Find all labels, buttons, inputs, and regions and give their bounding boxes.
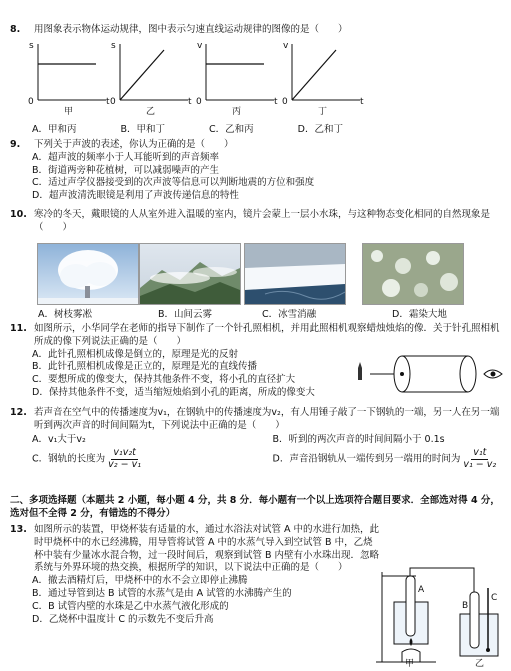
photo-frost-ground bbox=[362, 243, 464, 305]
section-title: 二、多项选择题（本题共 2 小题，每小题 4 分，共 8 分．每小题有一个以上选项符合题目要求．全部选对得 4 分，选对但不全得 2 分，有错选的不得分） bbox=[10, 495, 500, 519]
question-10 bbox=[10, 209, 503, 235]
graph-x-label: t bbox=[360, 97, 364, 107]
option-d[interactable] bbox=[273, 448, 504, 470]
option-c[interactable]: C．适过声学仪器接受到的次声波等信息可以判断地震的方位和强度 bbox=[32, 177, 315, 189]
question-8 bbox=[10, 24, 503, 37]
option-a[interactable]: A．此针孔照相机成像是倒立的，原理是光的反射 bbox=[32, 348, 238, 360]
question-stem: 寒冷的冬天，戴眼镜的人从室外进入温暖的室内，镜片会蒙上一层小水珠，与这种物态变化相同的自然现象是（ ） bbox=[34, 209, 491, 233]
graph-y-label: v bbox=[197, 41, 203, 51]
question-stem: 下列关于声波的表述，你认为正确的是（ ） bbox=[34, 139, 234, 150]
photo-mountain-fog bbox=[139, 243, 241, 305]
question-number: 8. bbox=[10, 24, 21, 35]
graph-origin: 0 bbox=[282, 97, 288, 107]
option-c[interactable] bbox=[32, 448, 263, 470]
test-tube-b bbox=[470, 592, 479, 648]
fraction-numerator: v₁v₂t bbox=[113, 447, 136, 459]
label-b: B bbox=[462, 601, 469, 611]
apparatus-svg bbox=[376, 562, 506, 670]
pinhole-camera-figure bbox=[356, 348, 506, 408]
option-b[interactable]: B．通过导管到达 B 试管的水蒸气是由 A 试管的水沸腾产生的 bbox=[32, 588, 292, 600]
option-b[interactable]: B．此针孔照相机成像是正立的，原理是光的直线传播 bbox=[32, 361, 258, 373]
option-a[interactable]: A．树枝雾凇 bbox=[38, 309, 92, 320]
question-number: 13. bbox=[10, 524, 27, 535]
graph-x-label: t bbox=[106, 97, 110, 107]
question-stem: 如图所示，小华同学在老师的指导下制作了一个针孔照相机，并用此照相机观察蜡烛烛焰的像．关于针孔照相机所成的像下列说法正确的是（ ） bbox=[34, 323, 500, 347]
graph-yi-svg bbox=[112, 40, 192, 110]
question-stem: 用图象表示物体运动规律，图中表示匀速直线运动规律的图像的是（ ） bbox=[34, 24, 348, 35]
graph-origin: 0 bbox=[28, 97, 34, 107]
test-tube-a bbox=[406, 576, 415, 636]
graph-origin: 0 bbox=[196, 97, 202, 107]
section-2-header bbox=[10, 495, 503, 521]
option-b[interactable]: B．甲和丁 bbox=[120, 124, 166, 135]
option-a[interactable]: A．超声波的频率小于人耳能听到的声音频率 bbox=[32, 151, 219, 163]
fraction bbox=[463, 448, 496, 470]
question-number: 11. bbox=[10, 323, 27, 334]
option-d-text: D．声音沿钢轨从一端传到另一端用的时间为 bbox=[272, 453, 461, 465]
graph-caption: 丁 bbox=[318, 107, 328, 117]
mountain-fog-illustration bbox=[140, 244, 240, 304]
graph-y-label: v bbox=[283, 41, 289, 51]
graph-x-label: t bbox=[274, 97, 278, 107]
question-9 bbox=[10, 139, 503, 203]
question-number: 9. bbox=[10, 139, 21, 150]
question-8-options bbox=[10, 124, 503, 137]
pinhole-camera-svg bbox=[356, 348, 506, 408]
option-a[interactable]: A．撤去酒精灯后，甲烧杯中的水不会立即停止沸腾 bbox=[32, 575, 248, 587]
photo-frost-tree bbox=[37, 243, 139, 305]
option-b[interactable]: B．街道两旁种花植树，可以减弱噪声的产生 bbox=[32, 164, 220, 176]
graph-y-label: s bbox=[29, 41, 34, 51]
graph-jia bbox=[28, 40, 110, 117]
fraction-numerator: v₁t bbox=[473, 447, 487, 459]
question-12 bbox=[10, 407, 503, 470]
graph-bing-svg bbox=[198, 40, 278, 110]
question-stem: 若声音在空气中的传播速度为v₁，在钢轨中的传播速度为v₂，有人用锤子敲了一下钢轨的一端，另一人在另一端听到两次声音的时间间隔为t，下列说法中正确的是（ ） bbox=[34, 407, 500, 431]
graph-caption: 丙 bbox=[232, 107, 242, 117]
phenomenon-photos bbox=[0, 243, 511, 323]
question-13 bbox=[10, 524, 381, 627]
option-c[interactable]: C．冰雪消融 bbox=[262, 309, 317, 320]
frost-ground-illustration bbox=[363, 244, 463, 304]
graph-y-label: s bbox=[111, 41, 116, 51]
option-d[interactable]: D．保持其他条件不变，适当缩短烛焰到小孔的距离，所成的像变大 bbox=[32, 387, 315, 399]
option-d[interactable]: D．乙和丁 bbox=[297, 124, 343, 135]
graph-bing bbox=[196, 40, 278, 117]
graph-caption: 甲 bbox=[64, 107, 74, 117]
option-a[interactable]: A．v₁大于v₂ bbox=[32, 433, 86, 445]
motion-graphs bbox=[0, 40, 511, 120]
option-c[interactable]: C．要想所成的像变大，保持其他条件不变，将小孔的直径扩大 bbox=[32, 374, 296, 386]
option-d[interactable]: D．超声波清洗眼镜是利用了声波传递信息的特性 bbox=[32, 190, 239, 202]
frost-tree-illustration bbox=[38, 244, 138, 304]
option-a[interactable]: A．甲和丙 bbox=[32, 124, 77, 135]
graph-yi bbox=[110, 40, 192, 117]
fraction-denominator: v₁ − v₂ bbox=[463, 458, 497, 470]
fraction-denominator: v₂ − v₁ bbox=[108, 458, 142, 470]
option-c-text: C．钢轨的长度为 bbox=[32, 453, 106, 465]
label-jia: 甲 bbox=[405, 659, 415, 669]
graph-x-label: t bbox=[188, 97, 192, 107]
option-b[interactable]: B．山间云雾 bbox=[158, 309, 213, 320]
label-a: A bbox=[418, 585, 425, 595]
boiling-apparatus-figure bbox=[376, 562, 506, 670]
photo-ice-melting bbox=[244, 243, 346, 305]
ice-melting-illustration bbox=[245, 244, 345, 304]
label-yi: 乙 bbox=[475, 659, 485, 669]
fraction bbox=[108, 448, 141, 470]
option-d[interactable]: D．霜染大地 bbox=[392, 309, 447, 320]
graph-ding bbox=[282, 40, 364, 117]
option-c[interactable]: C．B 试管内壁的水珠是乙中水蒸气液化形成的 bbox=[32, 600, 229, 612]
graph-origin: 0 bbox=[110, 97, 116, 107]
graph-caption: 乙 bbox=[146, 107, 156, 117]
candle-icon bbox=[358, 368, 362, 380]
question-number: 10. bbox=[10, 209, 27, 220]
option-d[interactable]: D．乙烧杯中温度计 C 的示数先不变后升高 bbox=[32, 613, 214, 625]
graph-jia-svg bbox=[30, 40, 110, 110]
label-c: C bbox=[491, 593, 498, 603]
question-stem: 如图所示的装置，甲烧杯装有适量的水，通过水浴法对试管 A 中的水进行加热，此时甲烧杯中的水已经沸腾，用导管将试管 A 中的水蒸气导入到空试管 B 中，乙烧杯中装有少量冰水混合物，过一段时间后，观察到试管 B 内壁有小水珠出现．忽略系统与外界环境的热交换，根据所学的知识，以下说法中正确的是（ ） bbox=[34, 524, 380, 574]
option-b[interactable]: B．听到的两次声音的时间间隔小于 0.1s bbox=[272, 433, 445, 445]
option-c[interactable]: C．乙和丙 bbox=[209, 124, 254, 135]
graph-ding-svg bbox=[284, 40, 364, 110]
question-number: 12. bbox=[10, 407, 27, 418]
